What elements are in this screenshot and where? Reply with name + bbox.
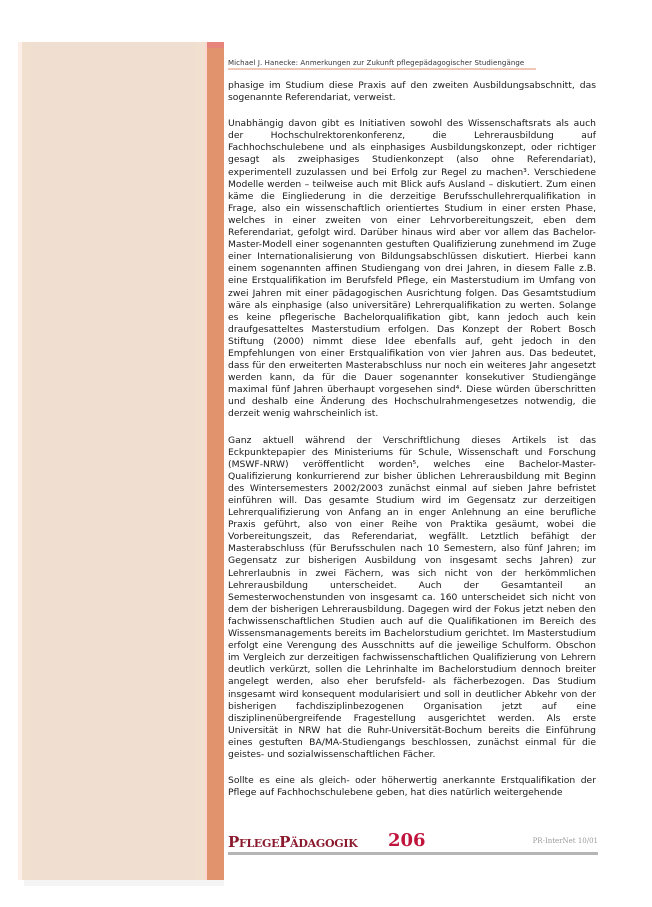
page-number: 206 [388,830,426,851]
page-footer [228,830,598,857]
paragraph: phasige im Studium diese Praxis auf den zweiten Ausbildungsabschnitt, das sogenannte Referendariat, verweist. [228,80,596,104]
sidebar-shadow [24,880,224,886]
footer-rule [228,852,598,855]
accent-strip [207,42,224,880]
accent-strip-top [207,42,224,48]
running-header: Michael J. Hanecke: Anmerkungen zur Zukunft pflegepädagogischer Studiengänge [228,59,536,70]
paragraph: Unabhängig davon gibt es Initiativen sowohl des Wissenschaftsrats als auch der Hochschulrektorenkonferenz, die Lehrerausbildung auf Fachhochschulebene und als einphasiges Ausbildungskonzept, oder richtiger gesagt als zweiphasiges Studienkonzept (also ohne Referendariat), experimentell zuzulassen und bei Erfolg zur Regel zu machen³. Verschiedene Modelle werden – teilweise auch mit Blick aufs Ausland – diskutiert. Zum einen käme die Eingliederung in die derzeitige Berufsschullehrerqualifikation in Frage, also ein wissenschaftlich orientiertes Studium in einer ersten Phase, welches in einer zweiten von einer Lehrvorbereitungszeit, eben dem Referendariat, gefolgt wird. Darüber hinaus wird aber vor allem das Bachelor-Master-Modell einer sogenannten gestuften Qualifizierung zunehmend im Zuge einer Internationalisierung von Bildungsabschlüssen diskutiert. Hierbei kann einem sogenannten affinen Studiengang von drei Jahren, in diesem Falle z.B. eine Erstqualifikation im Berufsfeld Pflege, ein Masterstudium im Umfang von zwei Jahren mit einer pädagogischen Ausrichtung folgen. Das Gesamtstudium wäre als einphasige (also universitäre) Lehrerqualifikation zu werten. Solange es keine pflegerische Bachelorqualifikation gibt, kann jedoch auch kein draufgesatteltes Masterstudium erfolgen. Das Konzept der Robert Bosch Stiftung (2000) nimmt diese Idee ebenfalls auf, geht jedoch in den Empfehlungen von einer Erstqualifikation von vier Jahren aus. Das bedeutet, dass für den erweiterten Masterabschluss nur noch ein weiteres Jahr angesetzt werden kann, da für die Dauer sogenannter konsekutiver Studiengänge maximal fünf Jahren überhaupt vorgesehen sind⁴. Diese würden überschritten und deshalb eine Änderung des Hochschulrahmengesetzes notwendig, die derzeit wenig wahrscheinlich ist. [228,118,596,420]
sidebar-panel [18,42,207,880]
journal-logo: PflegePädagogik [228,833,358,851]
paragraph: Ganz aktuell während der Verschriftlichung dieses Artikels ist das Eckpunktepapier des Ministeriums für Schule, Wissenschaft und Forschung (MSWF-NRW) veröffentlicht worden⁵, welches eine Bachelor-Master-Qualifizierung konkurrierend zur bisher üblichen Lehrerausbildung mit Beginn des Wintersemesters 2002/2003 zunächst einmal auf sieben Jahre befristet einführen will. Das gesamte Studium wird im Gegensatz zur derzeitigen Lehrerqualifizierung von Anfang an in enger Anlehnung an eine berufliche Praxis geführt, also von einer Reihe von Praktika gesäumt, wobei die Vorbereitungszeit, das Referendariat, wegfällt. Letztlich befähigt der Masterabschluss (für Berufsschulen nach 10 Semestern, also fünf Jahren; im Gegensatz zur bisherigen Ausbildung von insgesamt sechs Jahren) zur Lehrerlaubnis in zwei Fächern, was sich nicht von der herkömmlichen Lehrerausbildung unterscheidet. Auch der Gesamtanteil an Semesterwochenstunden von insgesamt ca. 160 unterscheidet sich nicht von dem der bisherigen Lehrerausbildung. Dagegen wird der Fokus jetzt neben den fachwissenschaftlichen Studien auch auf die Qualifikationen im Bereich des Wissensmanagements bereits im Bachelorstudium gerichtet. Im Masterstudium erfolgt eine Verengung des Ausschnitts auf die jeweilige Schulform. Obschon im Vergleich zur derzeitigen fachwissenschaftlichen Qualifizierung von Lehrern deutlich verkürzt, sollen die Lehrinhalte im Bachelorstudium dennoch breiter angelegt werden, also eher berufsfeld- als fächerbezogen. Das Studium insgesamt wird konsequent modularisiert und soll in deutlicher Abkehr von der bisherigen fachdisziplinbezogenen Organisation jetzt auf eine disziplinenübergreifende Fragestellung ausgerichtet werden. Als erste Universität in NRW hat die Ruhr-Universität-Bochum bereits die Einführung eines gestuften BA/MA-Studiengangs beschlossen, zunächst einmal für die geistes- und sozialwissenschaftlichen Fächer. [228,434,596,760]
sidebar-inner [30,42,195,880]
article-body [228,80,596,813]
issue-label: PR-InterNet 10/01 [532,837,598,845]
paragraph: Sollte es eine als gleich- oder höherwertig anerkannte Erstqualifikation der Pflege auf Fachhochschulebene geben, hat dies natürlich weitergehende [228,775,596,799]
